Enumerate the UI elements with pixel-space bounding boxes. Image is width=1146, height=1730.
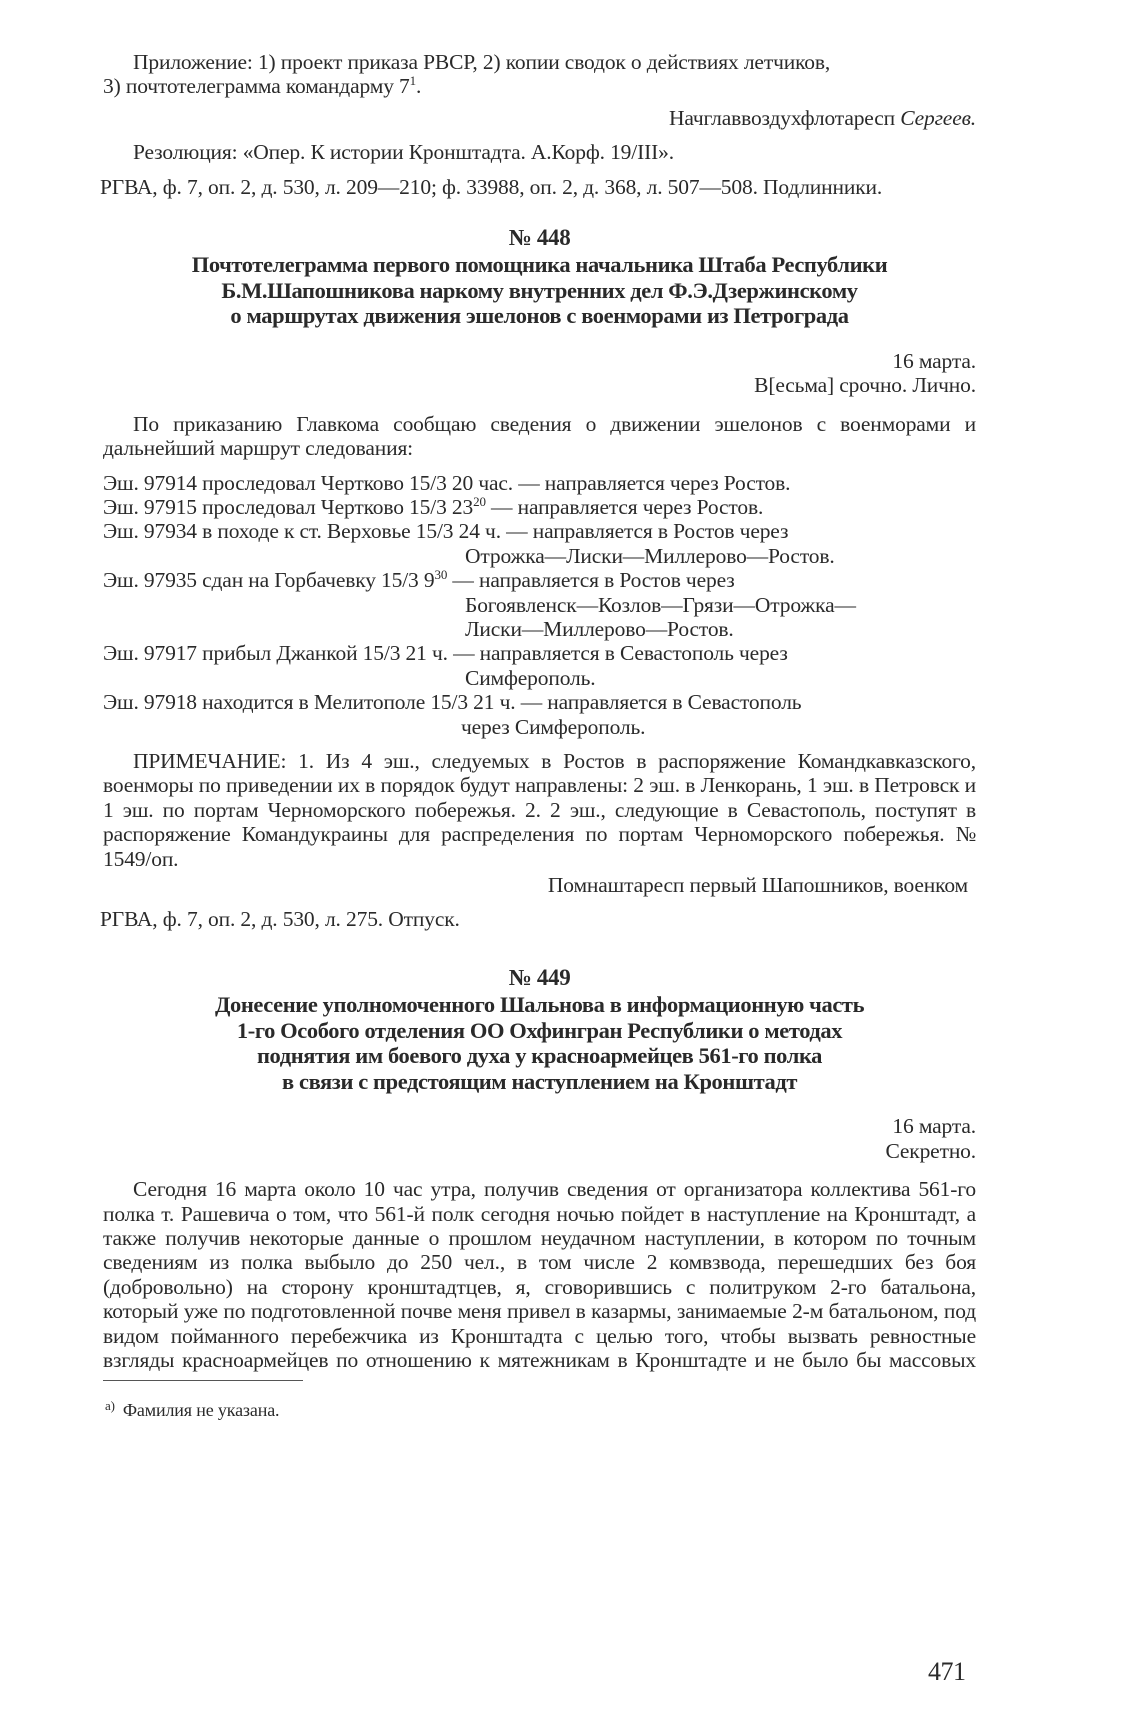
- note-paragraph: ПРИМЕЧАНИЕ: 1. Из 4 эш., следуемых в Ростов в распоряжение Командкавказского, военморы по приведении их в порядок будут направлены: 2 эш. в Ленкорань, 1 эш. в Петровск и 1 эш. по портам Черноморского побережья. 2. 2 эш., следующие в Севастополь, поступят в распоряжение Командукраины для распределения по портам Черноморского побережья. № 1549/оп.: [103, 749, 976, 871]
- signatory-name: Сергеев.: [900, 105, 976, 130]
- classification: В[есьма] срочно. Лично.: [754, 373, 976, 398]
- intro-paragraph: По приказанию Главкома сообщаю сведения о движении эшелонов с военморами и дальнейший маршрут следования:: [103, 411, 976, 461]
- document-449: [103, 966, 976, 1372]
- document-page: [100, 50, 976, 1421]
- footnote-divider: [103, 1380, 303, 1381]
- echelon-list: [103, 471, 976, 739]
- previous-document-end: [100, 50, 976, 199]
- footnote-mark: а): [105, 1398, 115, 1414]
- document-number: № 448: [508, 225, 571, 251]
- footnote: $^{а)}$ Фамилия не указана.: [105, 1398, 280, 1421]
- attachment-text: Приложение: 1) проект приказа РВСР, 2) копии сводок о действиях летчиков, 3) почтотелеграмма командарму $7^1$.: [103, 50, 831, 99]
- echelon-item: Эш. 97934 в походе к ст. Верховье 15/3 24 ч. — направляется в Ростов через Отрожка—Лиски—Миллерово—Ростов.: [103, 519, 835, 568]
- signature: Начглаввоздухфлотаресп Сергеев.: [668, 105, 976, 130]
- echelon-item: Эш. 97917 прибыл Джанкой 15/3 21 ч. — направляется в Севастополь через Симферополь.: [103, 641, 788, 690]
- echelon-item: Эш. 97918 находится в Мелитополе 15/3 21 ч. — направляется в Севастополь через Симферополь.: [103, 690, 802, 739]
- resolution: Резолюция: «Опер. К истории Кронштадта. А.Корф. 19/III».: [133, 140, 674, 165]
- document-date: 16 марта.: [892, 1114, 976, 1139]
- archive-reference: РГВА, ф. 7, оп. 2, д. 530, л. 275. Отпуск.: [100, 907, 460, 932]
- echelon-item: Эш. 97914 проследовал Чертково 15/3 20 час. — направляется через Ростов.: [103, 470, 791, 495]
- page-number: 471: [928, 1657, 966, 1686]
- document-number: № 449: [508, 964, 571, 990]
- classification: Секретно.: [885, 1138, 976, 1163]
- document-title: Почтотелеграмма первого помощника начальника Штаба Республики Б.М.Шапошникова наркому внутренних дел Ф.Э.Дзержинскому о маршрутах движения эшелонов с военморами из Петрограда: [191, 252, 888, 329]
- document-date: 16 марта.: [892, 348, 976, 373]
- echelon-item: Эш. 97915 проследовал Чертково 15/3 $23^{20}$ — направляется через Ростов.: [103, 493, 764, 519]
- document-title: Донесение уполномоченного Шальнова в информационную часть 1-го Особого отделения ОО Охфингран Республики о методах поднятия им боевого духа у красноармейцев 561-го полка в связи с предстоящим наступлением на Кронштадт: [214, 992, 865, 1094]
- body-paragraph: Сегодня 16 марта около 10 час утра, получив сведения от организатора коллектива 561-го полка т. Рашевича о том, что 561-й полк сегодня ночью пойдет в наступление на Кронштадт, а также получив некоторые данные о прошлом неудачном наступлении, в котором по точным сведениям из полка выбыло до 250 чел., в том числе 2 комвзвода, перешедших без боя (добровольно) на сторону кронштадтцев, я, сговорившись с политруком 2-го батальона, который уже по подготовленной почве меня привел в казармы, занимаемые 2-м батальоном, под видом пойманного перебежчика из Кронштадта с целью того, чтобы вызвать ревностные взгляды красноармейцев по отношению к мятежникам в Кронштадте и не было бы массовых: [103, 1177, 976, 1372]
- footnote-ref: 1: [409, 73, 416, 89]
- echelon-item: Эш. 97935 сдан на Горбачевку 15/3 $9^{30}$ — направляется в Ростов через Богоявленск—Козлов—Грязи—Отрожка— Лиски—Миллерово—Ростов.: [103, 567, 856, 641]
- signature: Помнаштаресп первый Шапошников, военком: [547, 873, 968, 898]
- archive-reference: РГВА, ф. 7, оп. 2, д. 530, л. 209—210; ф. 33988, оп. 2, д. 368, л. 507—508. Подлинники.: [100, 174, 883, 199]
- document-448: [100, 225, 976, 932]
